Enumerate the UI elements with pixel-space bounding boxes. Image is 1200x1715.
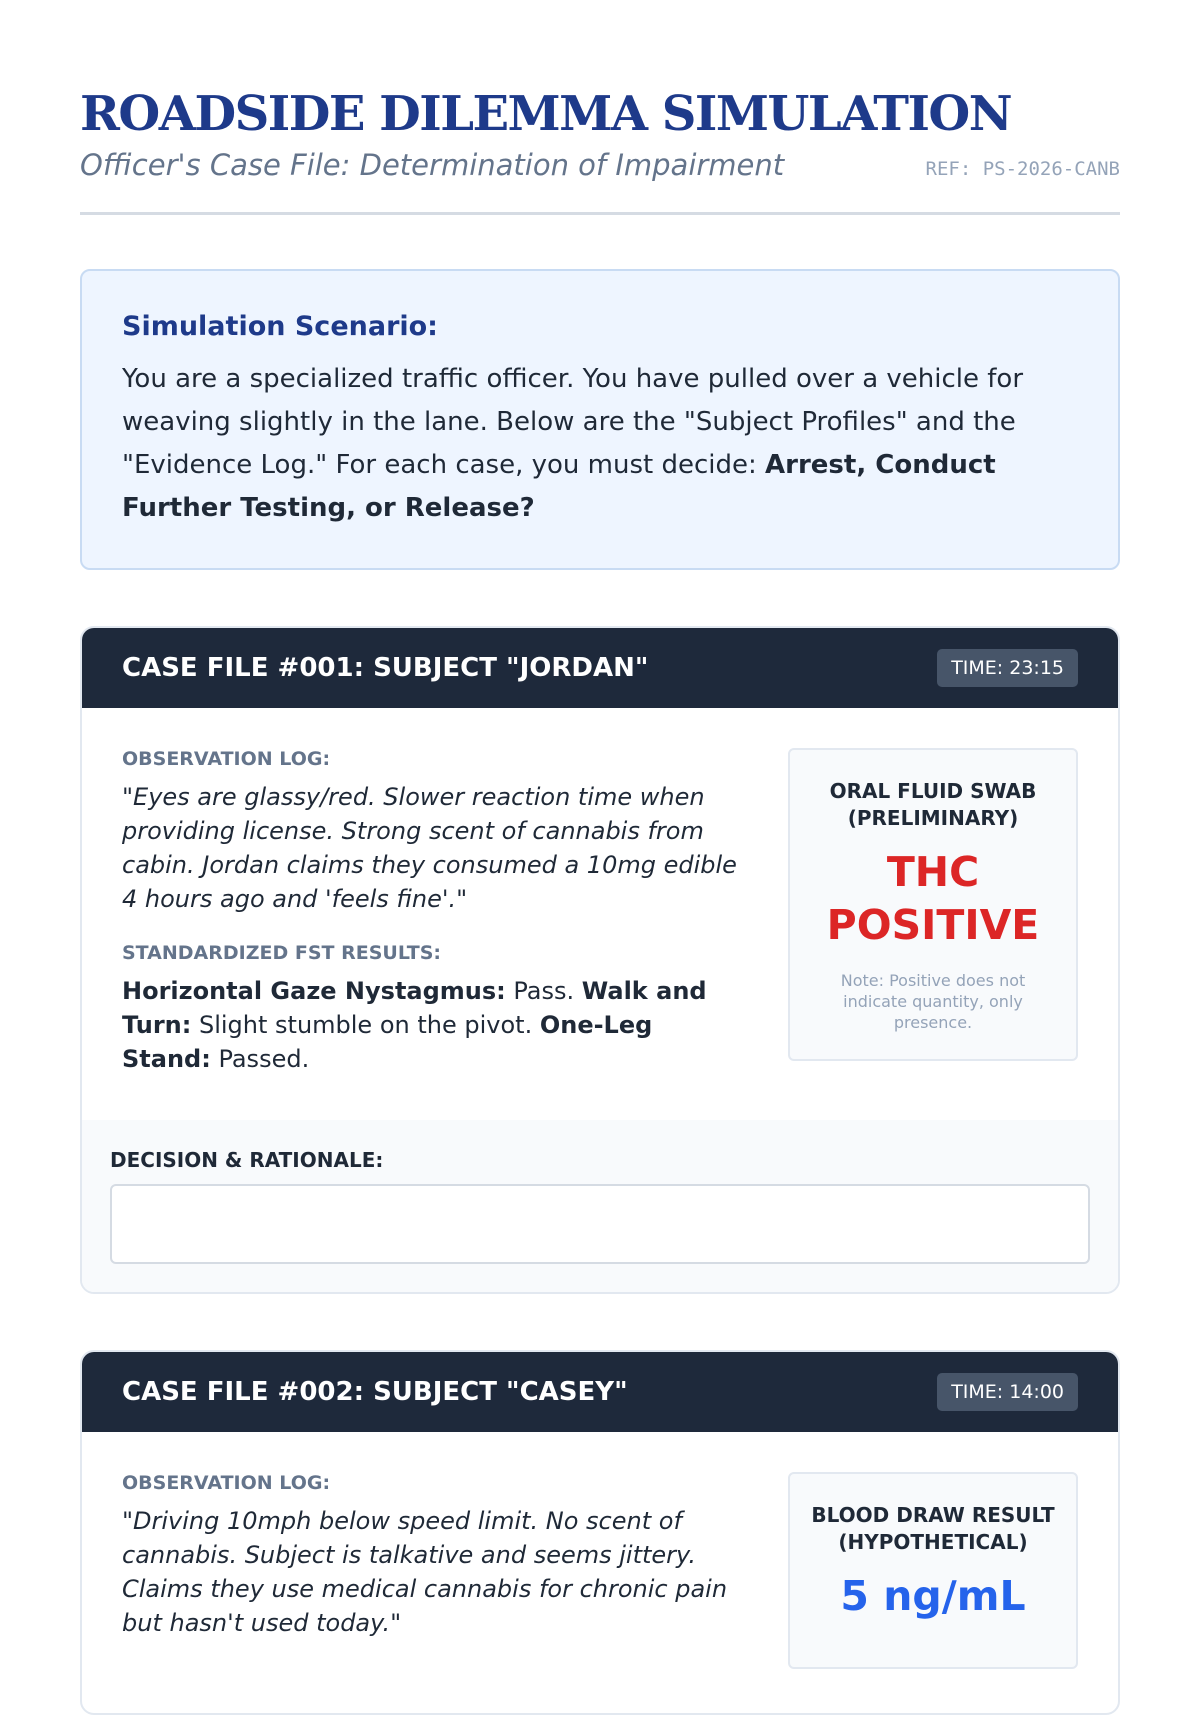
case-details <box>122 748 744 1076</box>
decision-section <box>82 1120 1118 1292</box>
page-title: ROADSIDE DILEMMA SIMULATION <box>80 86 1012 142</box>
case-file-card <box>80 1350 1120 1715</box>
evidence-title: BLOOD DRAW RESULT (HYPOTHETICAL) <box>811 1503 1055 1554</box>
fst-test-result: Slight stumble on the pivot. <box>191 1011 540 1039</box>
case-header <box>82 1352 1118 1432</box>
page-subtitle: Officer's Case File: Determination of Impairment <box>80 148 785 182</box>
case-file-page <box>80 0 1120 1715</box>
fst-test-name: Horizontal Gaze Nystagmus: <box>122 977 506 1005</box>
case-details <box>122 1472 744 1669</box>
case-title: CASE FILE #002: SUBJECT "CASEY" <box>122 1377 628 1407</box>
case-body <box>82 708 1118 1120</box>
scenario-text <box>122 358 1078 530</box>
evidence-panel <box>788 1472 1078 1669</box>
fst-results <box>122 974 744 1076</box>
evidence-panel <box>788 748 1078 1061</box>
page-header <box>80 84 1120 215</box>
case-header <box>82 628 1118 708</box>
case-body <box>82 1432 1118 1713</box>
observation-text: "Driving 10mph below speed limit. No scent of cannabis. Subject is talkative and seems jittery. Claims they use medical cannabis for chronic pain but hasn't used today." <box>122 1507 728 1637</box>
observation-label: OBSERVATION LOG: <box>122 1472 331 1494</box>
scenario-emphasis: Arrest, Conduct Further Testing, or Release? <box>122 450 996 523</box>
case-title: CASE FILE #001: SUBJECT "JORDAN" <box>122 653 649 683</box>
reference-code: REF: PS-2026-CANB <box>925 158 1120 180</box>
case-time-badge: TIME: 23:15 <box>937 649 1078 687</box>
scenario-heading: Simulation Scenario: <box>122 311 438 342</box>
scenario-box <box>80 269 1120 570</box>
evidence-title: ORAL FLUID SWAB (PRELIMINARY) <box>829 779 1037 830</box>
fst-test-result: Passed. <box>210 1045 310 1073</box>
fst-test-result: Pass. <box>505 977 582 1005</box>
evidence-note: Note: Positive does not indicate quantity, only presence. <box>840 971 1026 1032</box>
scenario-body: You are a specialized traffic officer. You have pulled over a vehicle for weaving slightly in the lane. Below are the "Subject Profiles" and the "Evidence Log." For each case, you must decide: <box>122 364 1024 480</box>
fst-test-name: One-Leg Stand: <box>122 1011 653 1073</box>
decision-rationale-input[interactable] <box>110 1184 1090 1264</box>
evidence-result: THC POSITIVE <box>826 848 1040 949</box>
observation-text: "Eyes are glassy/red. Slower reaction time when providing license. Strong scent of cannabis from cabin. Jordan claims they consumed a 10mg edible 4 hours ago and 'feels fine'." <box>122 783 737 913</box>
observation-label: OBSERVATION LOG: <box>122 748 331 770</box>
evidence-result: 5 ng/mL <box>840 1572 1026 1620</box>
fst-label: STANDARDIZED FST RESULTS: <box>122 942 442 964</box>
case-file-card <box>80 626 1120 1294</box>
fst-test-name: Walk and Turn: <box>122 977 707 1039</box>
decision-label: DECISION & RATIONALE: <box>110 1148 384 1172</box>
case-time-badge: TIME: 14:00 <box>937 1373 1078 1411</box>
